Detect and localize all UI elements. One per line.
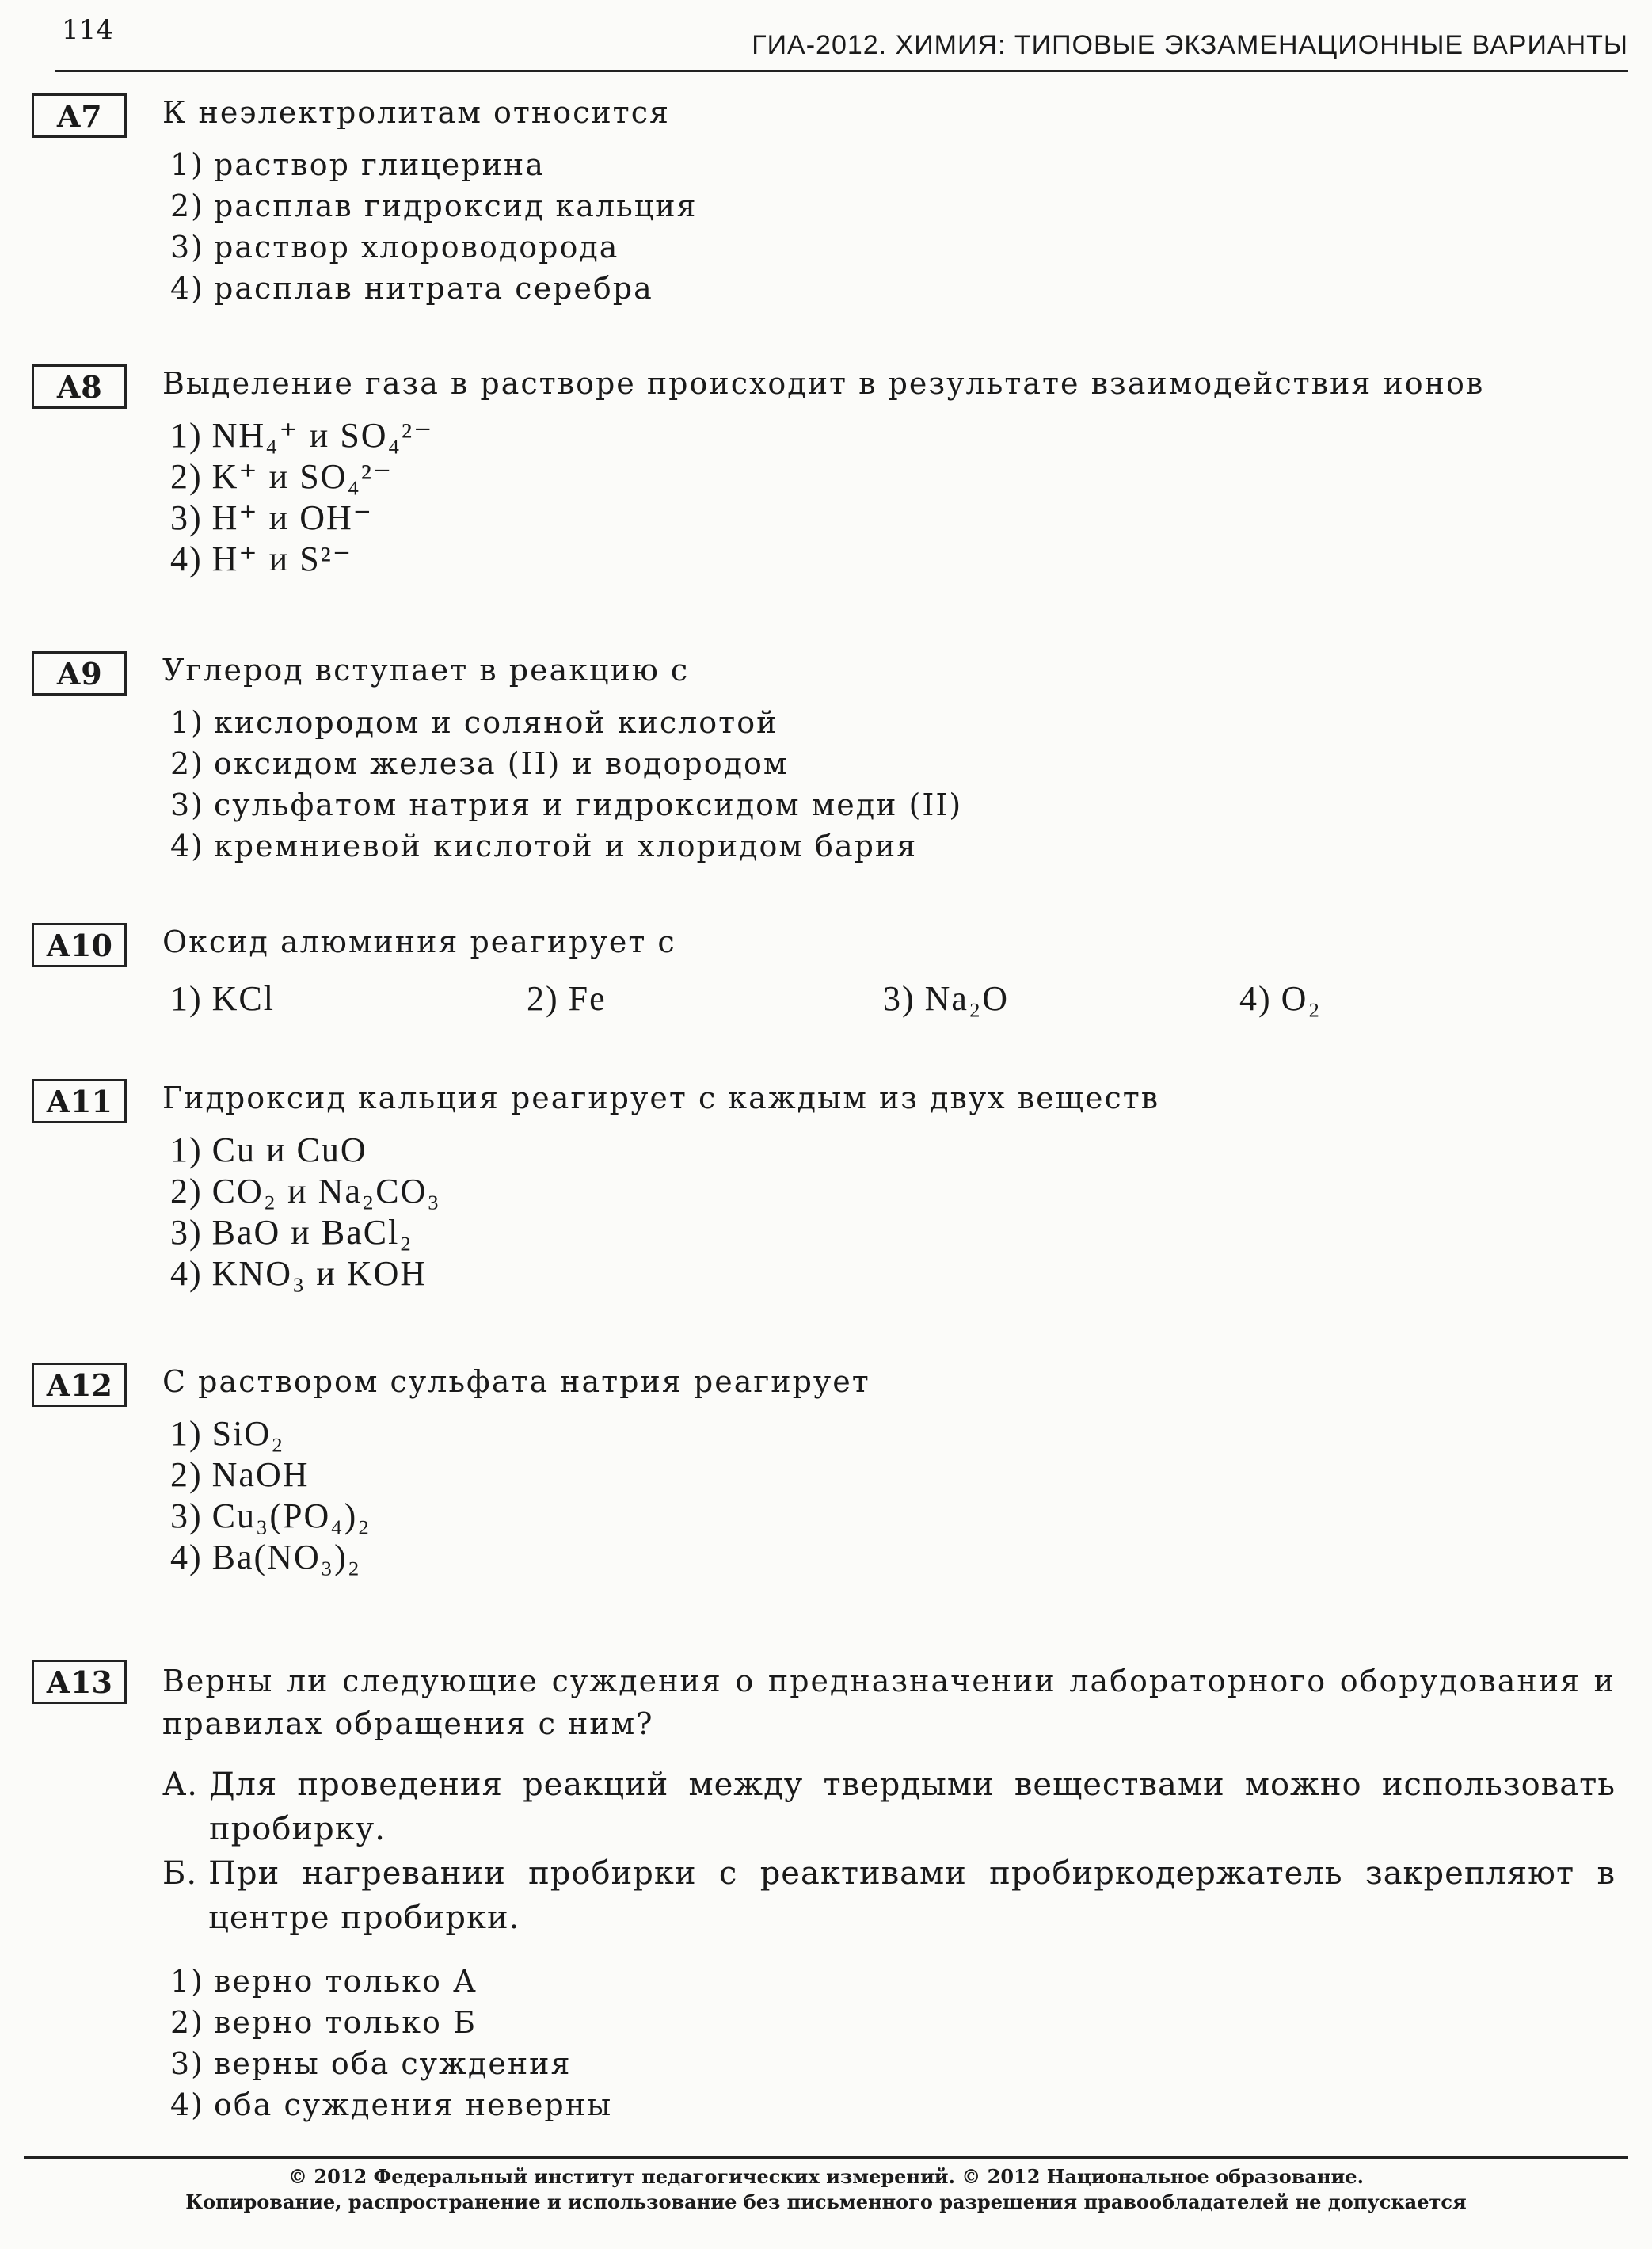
answer-option — [170, 1253, 1616, 1294]
task-label: А11 — [32, 1079, 127, 1123]
option-number: 4) — [170, 2087, 205, 2122]
option-text: SiO₂ — [211, 1414, 285, 1453]
option-text: KNO₃ и KOH — [211, 1254, 428, 1293]
task-label: А12 — [32, 1363, 127, 1407]
running-head: ГИА-2012. ХИМИЯ: ТИПОВЫЕ ЭКЗАМЕНАЦИОННЫЕ ВАРИАНТЫ — [752, 30, 1628, 60]
question-text: С раствором сульфата натрия реагирует — [162, 1364, 870, 1399]
answer-options — [170, 144, 1616, 309]
answer-option — [170, 2002, 1616, 2043]
option-number: 4) — [1239, 979, 1272, 1018]
option-text: сульфатом натрия и гидроксидом меди (II) — [214, 787, 963, 822]
option-text: H⁺ и OH⁻ — [211, 498, 373, 537]
option-text: H⁺ и S²⁻ — [211, 539, 353, 578]
question-text: К неэлектролитам относится — [162, 95, 670, 130]
answer-option — [170, 144, 1616, 185]
task-label: А9 — [32, 651, 127, 696]
option-number: 1) — [170, 705, 205, 740]
option-text: верны оба суждения — [214, 2046, 572, 2081]
answer-option — [170, 1212, 1616, 1253]
option-number: 3) — [170, 787, 205, 822]
option-number: 1) — [170, 1414, 203, 1453]
statement-text: При нагревании пробирки с реактивами пробиркодержатель закрепляют в центре пробирки. — [208, 1855, 1616, 1936]
copyright-footer — [0, 2164, 1652, 2215]
answer-option — [170, 1961, 1616, 2002]
answer-option — [170, 784, 1616, 825]
statements — [162, 1763, 1616, 1940]
answer-option — [170, 1537, 1616, 1578]
option-number: 2) — [170, 2005, 205, 2040]
answer-option — [170, 1454, 1616, 1496]
question-text: Верны ли следующие суждения о предназначении лабораторного оборудования и правилах обращения с ним? — [162, 1664, 1616, 1741]
answer-option — [170, 539, 1616, 580]
option-text: CO₂ и Na₂CO₃ — [211, 1172, 441, 1210]
answer-option — [170, 2084, 1616, 2125]
question-text: Углерод вступает в реакцию с — [162, 653, 690, 688]
answer-options — [170, 1130, 1616, 1294]
answer-option — [170, 268, 1616, 309]
answer-option — [527, 978, 883, 1020]
question-text: Гидроксид кальция реагирует с каждым из двух веществ — [162, 1081, 1160, 1115]
option-text: оксидом железа (II) и водородом — [214, 746, 789, 781]
question-text: Оксид алюминия реагирует с — [162, 924, 676, 959]
answer-options — [170, 415, 1616, 580]
option-number: 4) — [170, 271, 205, 306]
option-text: кремниевой кислотой и хлоридом бария — [214, 829, 918, 863]
option-number: 4) — [170, 539, 203, 578]
answer-options — [170, 1961, 1616, 2125]
answer-option — [170, 2043, 1616, 2084]
option-number: 3) — [170, 2046, 205, 2081]
option-text: расплав нитрата серебра — [214, 271, 653, 306]
answer-option — [170, 1413, 1616, 1454]
option-text: раствор хлороводорода — [214, 230, 619, 265]
option-number: 3) — [170, 230, 205, 265]
page-number: 114 — [62, 14, 113, 46]
answer-option — [170, 227, 1616, 268]
option-number: 3) — [170, 1213, 203, 1252]
option-number: 2) — [170, 1172, 203, 1210]
option-number: 2) — [170, 1455, 203, 1494]
option-text: K⁺ и SO₄²⁻ — [211, 457, 394, 496]
option-number: 4) — [170, 1538, 203, 1576]
answer-option — [170, 1496, 1616, 1537]
option-number: 3) — [170, 1496, 203, 1535]
copyright-line-2: Копирование, распространение и использование без письменного разрешения правообладателей не допускается — [185, 2190, 1467, 2213]
option-text: Ba(NO₃)₂ — [211, 1538, 362, 1576]
answer-option — [170, 415, 1616, 456]
option-text: расплав гидроксид кальция — [214, 189, 698, 223]
answer-option — [883, 978, 1239, 1020]
option-number: 2) — [170, 457, 203, 496]
answer-option — [170, 456, 1616, 497]
statement — [162, 1851, 1616, 1940]
task-label: А13 — [32, 1660, 127, 1704]
answer-option — [170, 1130, 1616, 1171]
answer-option — [170, 978, 527, 1020]
option-number: 1) — [170, 416, 203, 455]
option-number: 4) — [170, 1254, 203, 1293]
option-text: Fe — [568, 979, 607, 1018]
option-text: оба суждения неверны — [214, 2087, 613, 2122]
answer-option — [170, 497, 1616, 539]
statement-letter: А. — [162, 1767, 199, 1803]
statement-letter: Б. — [162, 1855, 198, 1892]
answer-option — [170, 743, 1616, 784]
answer-option — [170, 702, 1616, 743]
answer-option — [1239, 978, 1596, 1020]
answer-options — [170, 978, 1616, 1020]
footer-rule — [24, 2156, 1628, 2159]
answer-option — [170, 825, 1616, 867]
option-number: 2) — [170, 746, 205, 781]
option-text: верно только Б — [214, 2005, 477, 2040]
option-number: 2) — [527, 979, 559, 1018]
option-text: KCl — [211, 979, 276, 1018]
answer-option — [170, 1171, 1616, 1212]
option-number: 3) — [883, 979, 915, 1018]
option-text: O₂ — [1281, 979, 1322, 1018]
answer-options — [170, 702, 1616, 867]
option-text: раствор глицерина — [214, 147, 545, 182]
option-text: кислородом и соляной кислотой — [214, 705, 778, 740]
option-text: NaOH — [211, 1455, 310, 1494]
option-number: 3) — [170, 498, 203, 537]
option-number: 4) — [170, 829, 205, 863]
option-text: NH₄⁺ и SO₄²⁻ — [211, 416, 434, 455]
option-number: 1) — [170, 147, 205, 182]
task-label: А7 — [32, 93, 127, 138]
option-text: Cu и CuO — [211, 1130, 367, 1169]
option-text: Cu₃(PO₄)₂ — [211, 1496, 371, 1535]
option-text: верно только А — [214, 1964, 478, 1999]
answer-options — [170, 1413, 1616, 1578]
copyright-line-1: © 2012 Федеральный институт педагогических измерений. © 2012 Национальное образование. — [288, 2165, 1364, 2188]
task-label: А10 — [32, 923, 127, 967]
statement — [162, 1763, 1616, 1851]
question-text: Выделение газа в растворе происходит в результате взаимодействия ионов — [162, 366, 1485, 401]
option-number: 1) — [170, 1130, 203, 1169]
answer-option — [170, 185, 1616, 227]
option-text: BaO и BaCl₂ — [211, 1213, 413, 1252]
header-rule — [55, 70, 1628, 72]
statement-text: Для проведения реакций между твердыми веществами можно использовать пробирку. — [209, 1767, 1616, 1847]
option-number: 2) — [170, 189, 205, 223]
task-label: А8 — [32, 364, 127, 409]
option-text: Na₂O — [924, 979, 1010, 1018]
option-number: 1) — [170, 979, 203, 1018]
option-number: 1) — [170, 1964, 205, 1999]
